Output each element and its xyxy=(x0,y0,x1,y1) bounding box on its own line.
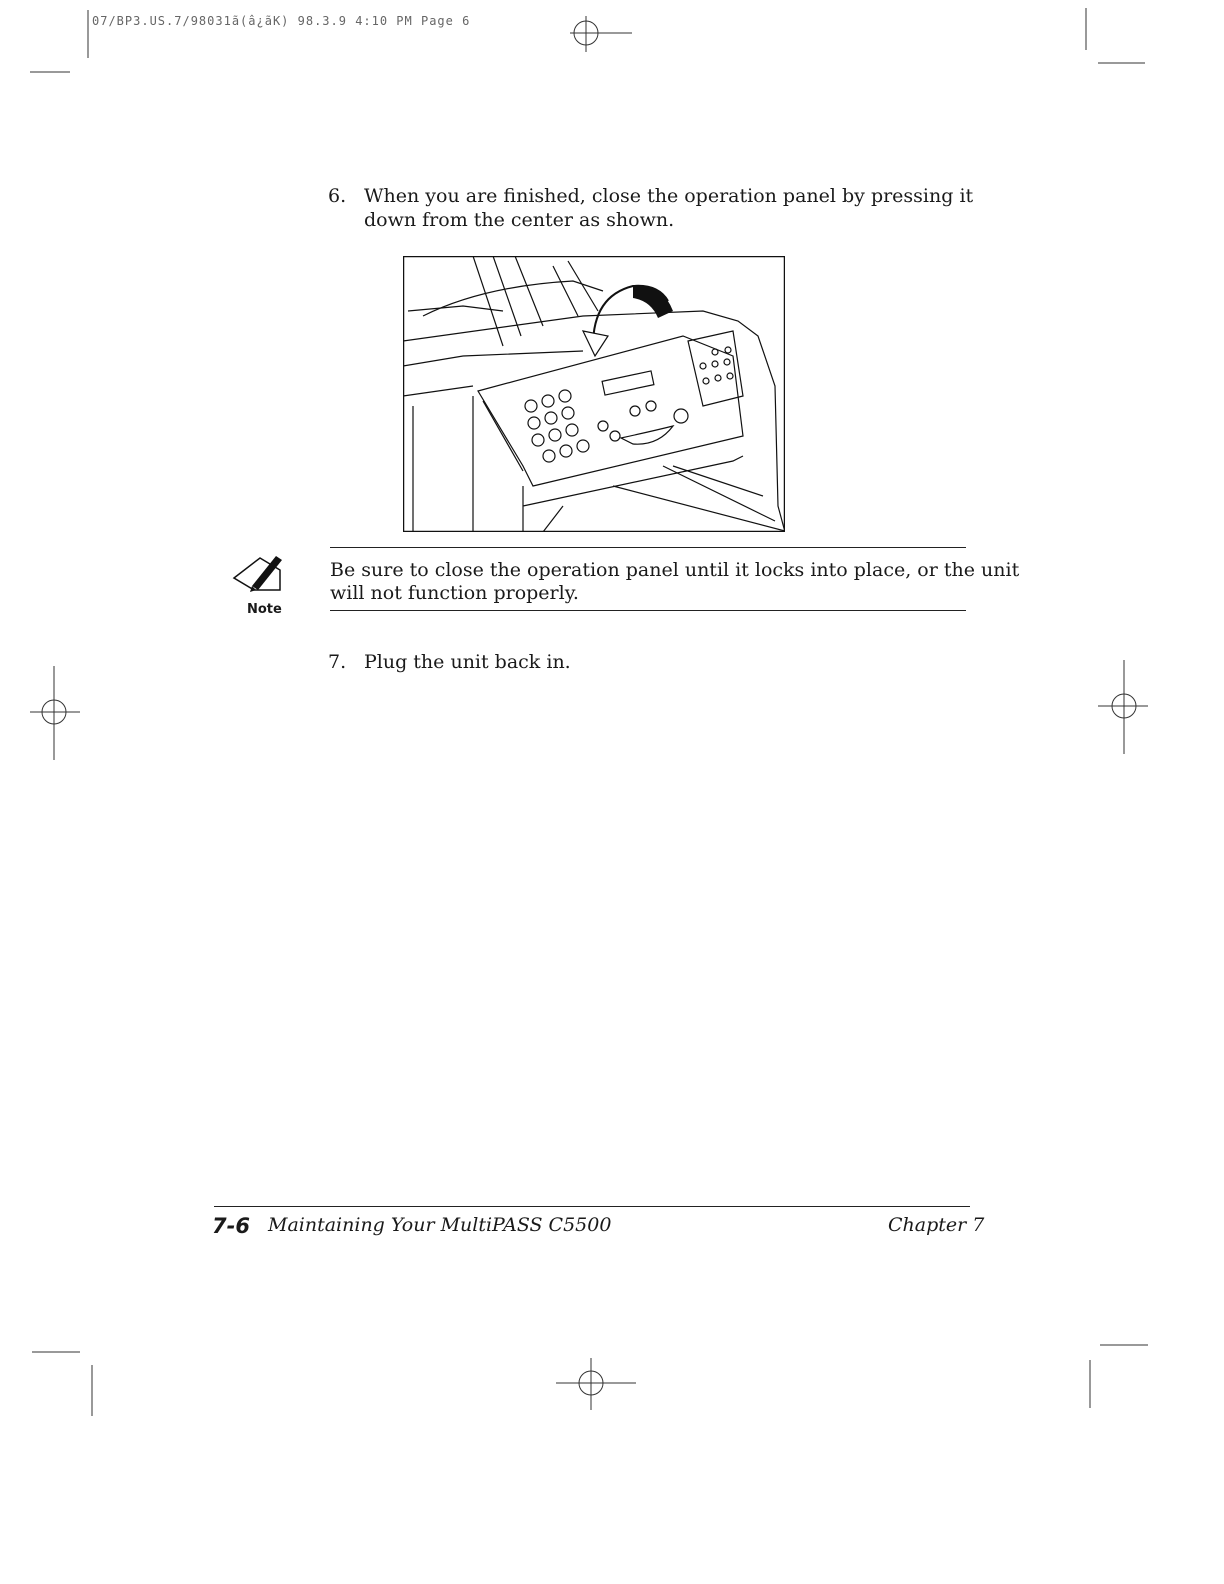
note-top-rule xyxy=(330,547,966,548)
closing-operation-panel-illustration xyxy=(403,256,785,532)
footer-chapter: Chapter 7 xyxy=(888,1214,985,1236)
step-text: Plug the unit back in. xyxy=(364,651,571,673)
page-number: 7-6 xyxy=(212,1214,250,1238)
note-text: Be sure to close the operation panel until it locks into place, or the unit xyxy=(330,559,1020,581)
note-pencil-icon xyxy=(230,550,290,600)
step-number: 7. xyxy=(328,651,347,673)
note-label: Note xyxy=(247,602,282,617)
footer-title: Maintaining Your MultiPASS C5500 xyxy=(268,1214,612,1236)
footer-rule xyxy=(214,1206,970,1207)
step-number: 6. xyxy=(328,185,347,207)
step-text: When you are finished, close the operation panel by pressing it xyxy=(364,185,974,207)
note-bottom-rule xyxy=(330,610,966,611)
note-text: will not function properly. xyxy=(330,582,579,604)
step-text: down from the center as shown. xyxy=(364,209,675,231)
print-slug: 07/BP3.US.7/98031ã(â¿ãK) 98.3.9 4:10 PM Page 6 xyxy=(92,14,471,28)
